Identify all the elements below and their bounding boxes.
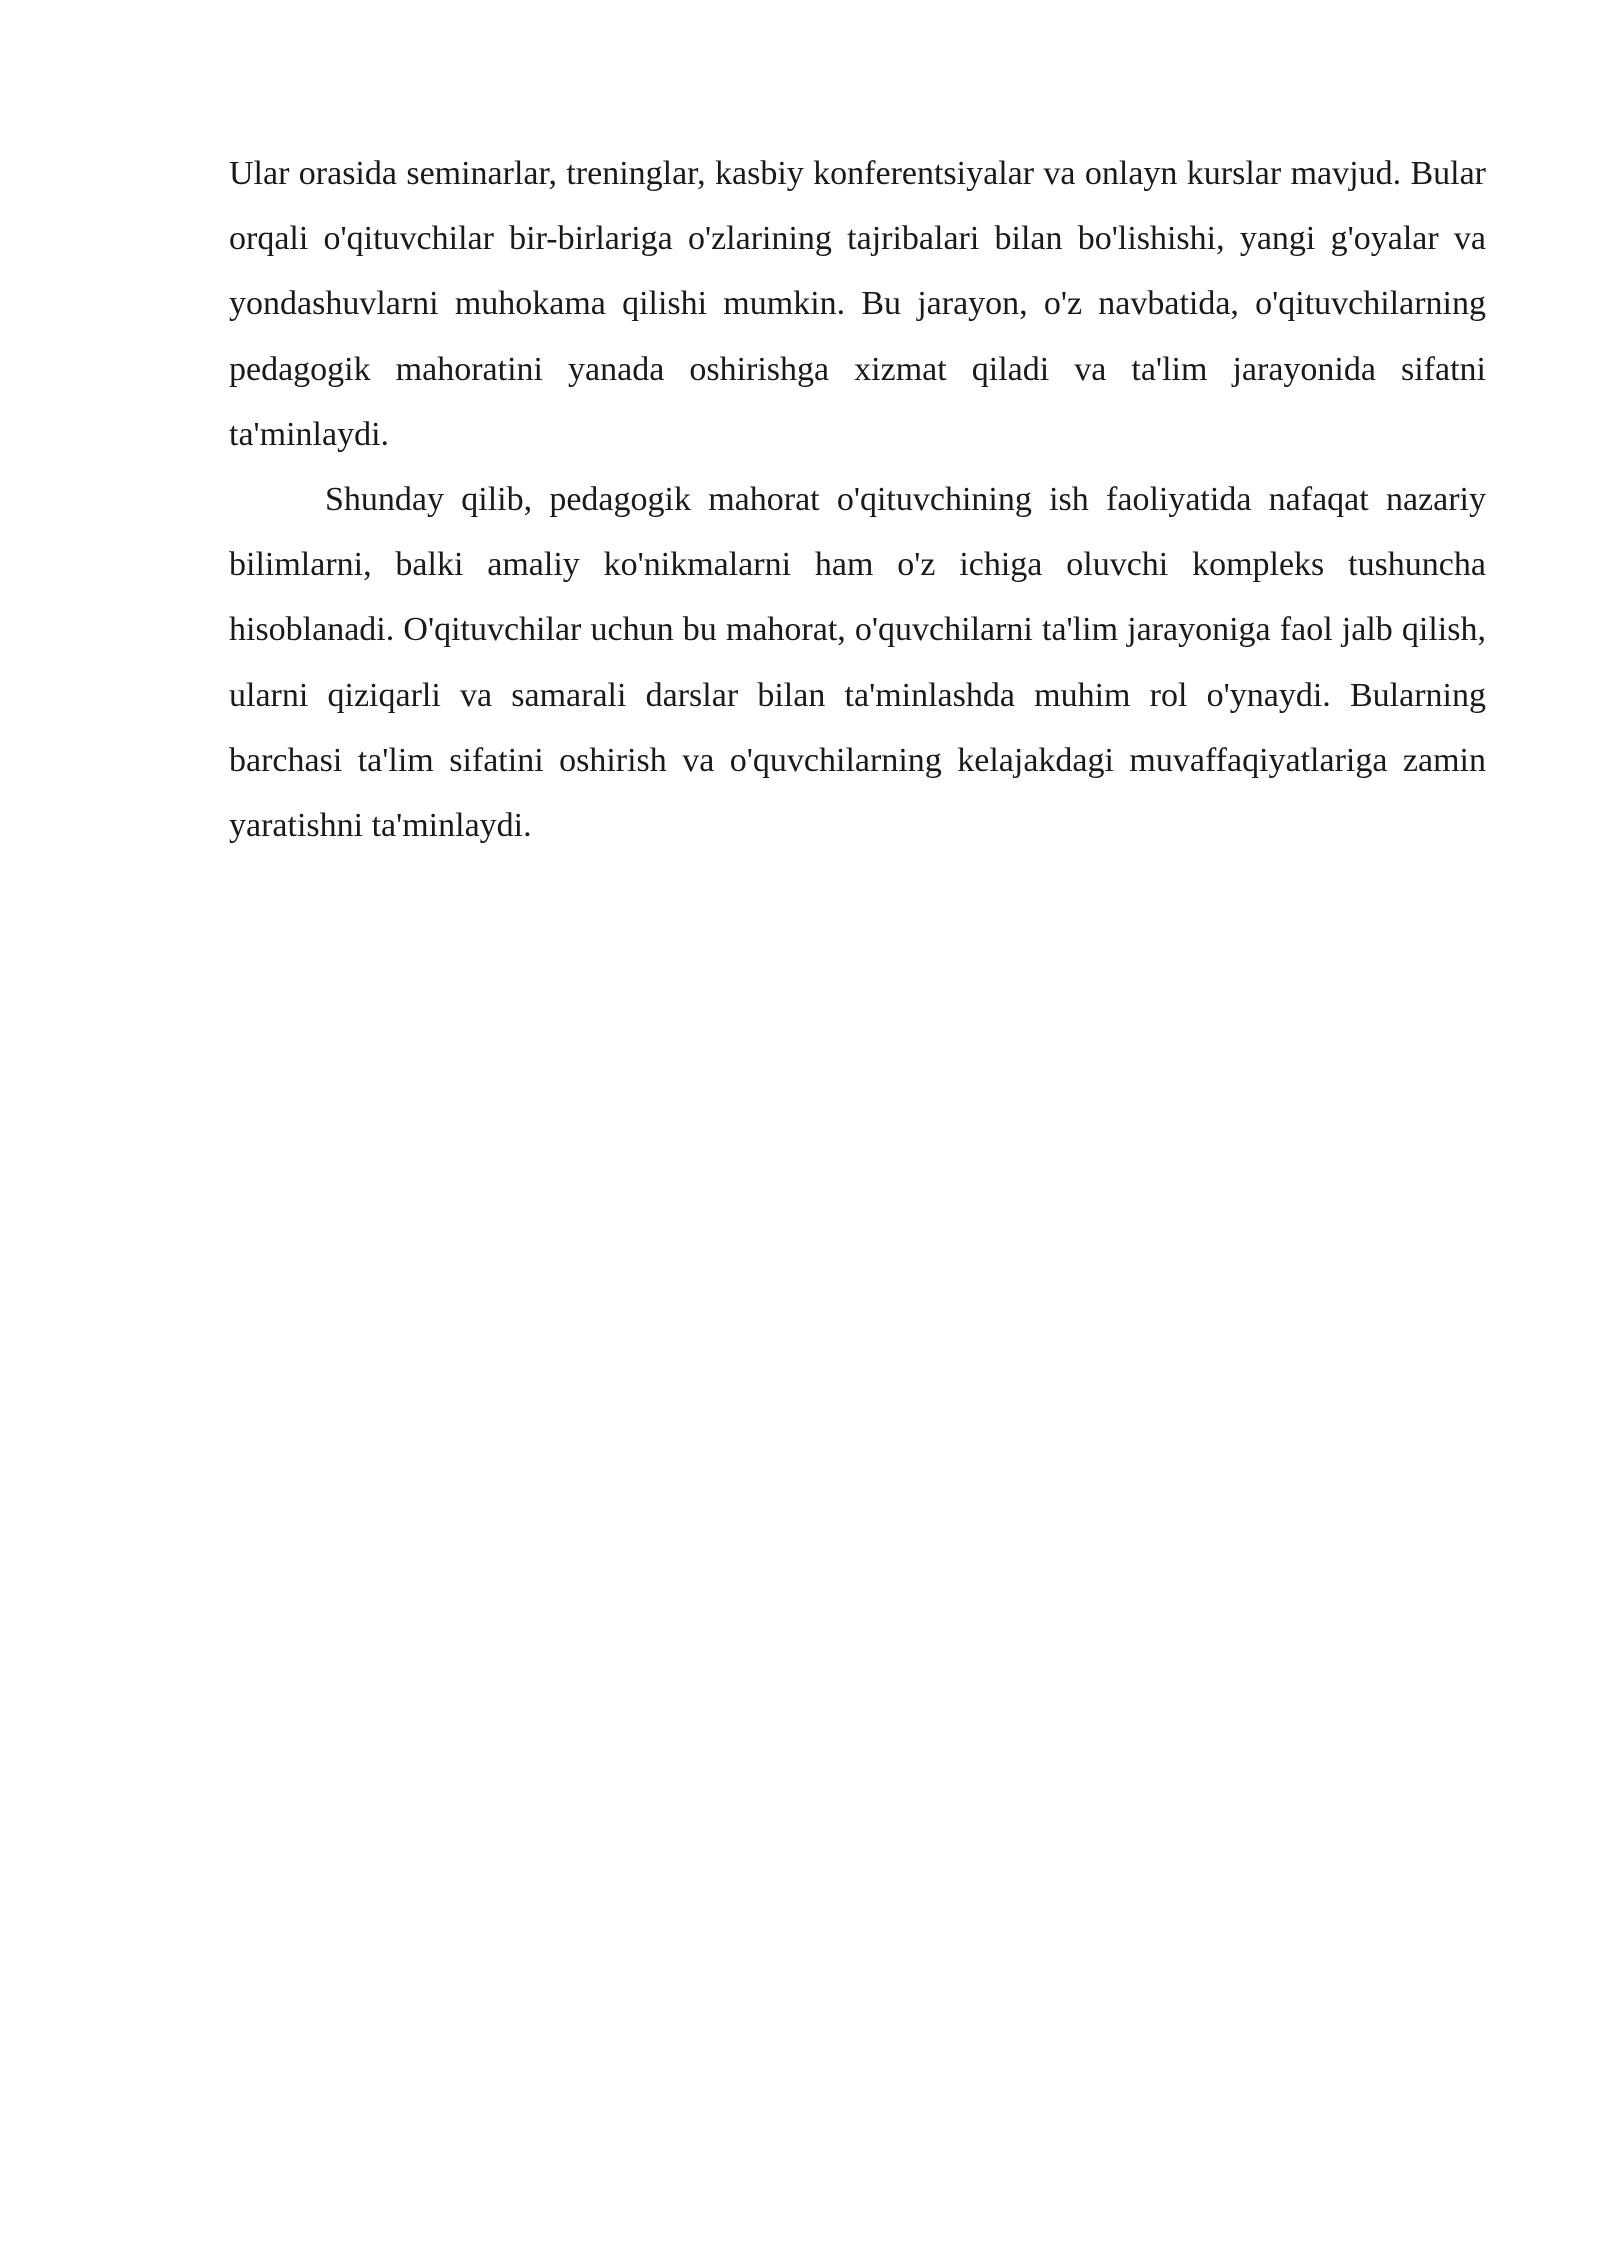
document-body	[229, 141, 1486, 858]
paragraph-conclusion: Shunday qilib, pedagogik mahorat o'qituvchining ish faoliyatida nafaqat nazariy bilimlarni, balki amaliy ko'nikmalarni ham o'z ichiga oluvchi kompleks tushuncha hisoblanadi. O'qituvchilar uchun bu mahorat, o'quvchilarni ta'lim jarayoniga faol jalb qilish, ularni qiziqarli va samarali darslar bilan ta'minlashda muhim rol o'ynaydi. Bularning barchasi ta'lim sifatini oshirish va o'quvchilarning kelajakdagi muvaffaqiyatlariga zamin yaratishni ta'minlaydi.	[229, 481, 1486, 845]
paragraph-professional-development: Ular orasida seminarlar, treninglar, kasbiy konferentsiyalar va onlayn kurslar mavjud. Bular orqali o'qituvchilar bir-birlariga o'zlarining tajribalari bilan bo'lishishi, yangi g'oyalar va yondashuvlarni muhokama qilishi mumkin. Bu jarayon, o'z navbatida, o'qituvchilarning pedagogik mahoratini yanada oshirishga xizmat qiladi va ta'lim jarayonida sifatni ta'minlaydi.	[229, 155, 1486, 453]
